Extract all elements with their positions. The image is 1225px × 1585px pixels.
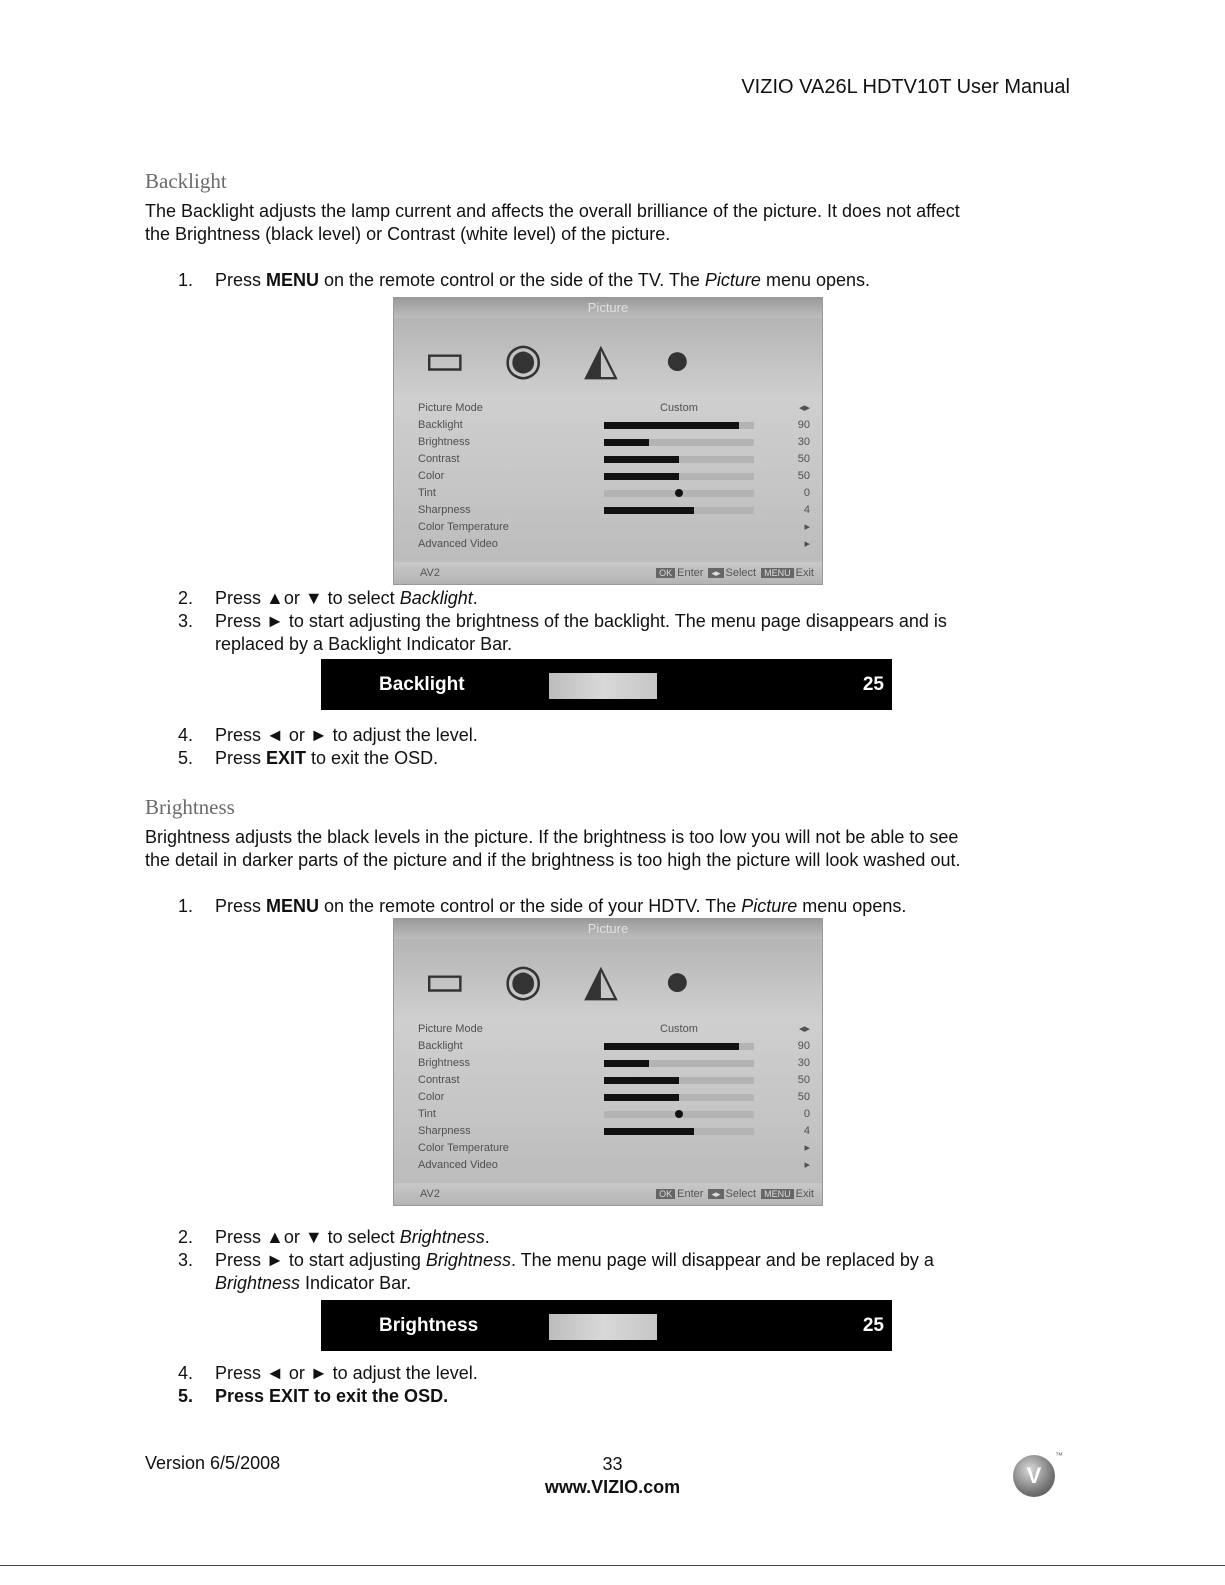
step-text: Press ► to start adjusting the brightness of the backlight. The menu page disappears and is (215, 611, 947, 631)
menu-row-slider[interactable] (604, 1111, 754, 1118)
step-key: EXIT (266, 748, 307, 768)
step-text: Press (215, 270, 267, 290)
menu-row-slider[interactable] (604, 1077, 754, 1084)
step-text: Indicator Bar. (300, 1273, 412, 1293)
menu-row-label: Picture Mode (418, 402, 483, 414)
menu-row-slider-fill (604, 1043, 739, 1050)
step-text: on the remote control or the side of your HDTV. The (319, 896, 742, 916)
ok-key-icon: OK (656, 568, 675, 578)
step-number: 2. (178, 588, 194, 608)
brightness-indicator-bar (321, 1300, 892, 1351)
indicator-gauge (549, 673, 657, 699)
menu-row-sharpness[interactable] (418, 1123, 810, 1140)
hint-text: Select (725, 567, 757, 579)
indicator-value: 25 (862, 1315, 884, 1336)
remote-icon[interactable]: ◭ (584, 335, 618, 384)
step-text: . (484, 1227, 490, 1247)
menu-row-slider-fill (604, 456, 679, 463)
menu-row-label: Tint (418, 1108, 436, 1120)
menu-row-label: Advanced Video (418, 1159, 498, 1171)
menu-row-slider[interactable] (604, 490, 754, 497)
backlight-step-4 (178, 724, 1058, 747)
step-number: 4. (178, 725, 194, 745)
menu-row-value: 30 (797, 436, 810, 448)
menu-key-hints (654, 562, 814, 584)
menu-key-icon: MENU (761, 568, 794, 578)
brightness-intro-line-1: Brightness adjusts the black levels in the picture. If the brightness is too low you will not be able to see (145, 827, 959, 847)
step-number: 4. (178, 1363, 194, 1383)
menu-row-value: 4 (803, 504, 810, 516)
menu-row-value: 50 (797, 1091, 810, 1103)
menu-row-tint[interactable] (418, 485, 810, 502)
step-text: menu opens. (797, 896, 907, 916)
step-text: . (472, 588, 478, 608)
ok-key-icon: OK (656, 1189, 675, 1199)
menu-row-label: Picture Mode (418, 1023, 483, 1035)
menu-row-label: Tint (418, 487, 436, 499)
menu-row-slider-fill (604, 507, 694, 514)
step-text: Press ► to start adjusting (215, 1250, 426, 1270)
menu-row-submenu[interactable] (418, 519, 810, 536)
menu-row-label: Advanced Video (418, 538, 498, 550)
backlight-heading: Backlight (145, 169, 227, 193)
brightness-step-5 (178, 1385, 1058, 1408)
step-text-continued: replaced by a Backlight Indicator Bar. (215, 634, 513, 654)
menu-row-contrast[interactable] (418, 1072, 810, 1089)
step-menu-name: Picture (741, 896, 798, 916)
menu-row-brightness[interactable] (418, 1055, 810, 1072)
arrow-keys-icon: ◂▸ (708, 1189, 723, 1199)
backlight-step-3 (178, 610, 1058, 656)
menu-row-arrows: ◂▸ (798, 1023, 810, 1035)
step-item-name: Backlight (399, 588, 473, 608)
menu-row-color[interactable] (418, 468, 810, 485)
trademark-mark: ™ (1055, 1451, 1063, 1460)
menu-row-arrows: ◂▸ (798, 402, 810, 414)
menu-row-backlight[interactable] (418, 1038, 810, 1055)
menu-row-label: Sharpness (418, 1125, 471, 1137)
brightness-step-4 (178, 1362, 1058, 1385)
website-link[interactable]: www.VIZIO.com (544, 1477, 681, 1497)
menu-row-label: Color Temperature (418, 1142, 509, 1154)
menu-row-arrow-icon: ▸ (804, 538, 810, 550)
indicator-value: 25 (862, 674, 884, 695)
menu-row-label: Color (418, 470, 445, 482)
bottom-rule (0, 1565, 1225, 1566)
step-key: MENU (266, 270, 320, 290)
step-text: Press EXIT to exit the OSD. (215, 1386, 449, 1406)
menu-rows (418, 400, 810, 553)
step-text: . The menu page will disappear and be replaced by a (510, 1250, 934, 1270)
menu-row-value: 50 (797, 1074, 810, 1086)
brightness-intro (145, 826, 1065, 872)
version-label: Version 6/5/2008 (145, 1453, 281, 1473)
hint-text: Select (725, 1188, 757, 1200)
menu-key-hints (654, 1183, 814, 1205)
backlight-step-5 (178, 747, 1058, 770)
menu-key-icon: MENU (761, 1189, 794, 1199)
step-text: on the remote control or the side of the TV. The (319, 270, 705, 290)
menu-footer (394, 1183, 822, 1205)
page-number: 33 (602, 1454, 623, 1474)
menu-row-value: 50 (797, 470, 810, 482)
step-text: menu opens. (760, 270, 871, 290)
menu-row-value: 50 (797, 453, 810, 465)
remote-icon[interactable]: ◭ (584, 956, 618, 1005)
step-number: 1. (178, 896, 194, 916)
indicator-gauge (549, 1314, 657, 1340)
menu-source: AV2 (420, 567, 440, 579)
menu-row-sharpness[interactable] (418, 502, 810, 519)
menu-category-icons (424, 951, 754, 1011)
backlight-intro (145, 200, 1065, 246)
menu-row-slider[interactable] (604, 1094, 754, 1101)
step-number: 3. (178, 1250, 194, 1270)
menu-row-slider[interactable] (604, 473, 754, 480)
arrow-keys-icon: ◂▸ (708, 568, 723, 578)
menu-row-submenu[interactable] (418, 1157, 810, 1174)
indicator-label: Brightness (379, 1315, 479, 1336)
menu-row-picture-mode[interactable] (418, 1021, 810, 1038)
tv-icon[interactable]: ▭ (424, 956, 466, 1005)
menu-row-brightness[interactable] (418, 434, 810, 451)
backlight-intro-line-1: The Backlight adjusts the lamp current and affects the overall brilliance of the picture. It does not affect (145, 201, 960, 221)
step-number: 1. (178, 270, 194, 290)
menu-row-value: 0 (803, 1108, 810, 1120)
menu-row-value: 90 (797, 419, 810, 431)
menu-row-arrow-icon: ▸ (804, 521, 810, 533)
step-text-continued (178, 1272, 1058, 1295)
backlight-indicator-bar (321, 659, 892, 710)
step-item-name: Brightness (425, 1250, 511, 1270)
menu-row-slider-knob (675, 489, 683, 497)
speaker-icon[interactable]: ◉ (504, 335, 543, 384)
menu-row-arrow-icon: ▸ (804, 1159, 810, 1171)
menu-row-label: Brightness (418, 1057, 470, 1069)
menu-row-color[interactable] (418, 1089, 810, 1106)
menu-row-label: Color Temperature (418, 521, 509, 533)
menu-title: Picture (394, 298, 822, 318)
hint-text: Enter (677, 1188, 704, 1200)
menu-row-slider[interactable] (604, 1128, 754, 1135)
brightness-step-1 (178, 895, 1058, 918)
menu-row-contrast[interactable] (418, 451, 810, 468)
picture-menu-screenshot (393, 918, 823, 1206)
menu-row-slider-fill (604, 1077, 679, 1084)
people-icon[interactable]: ● (664, 956, 691, 1005)
menu-row-label: Backlight (418, 1040, 463, 1052)
menu-row-slider-fill (604, 1094, 679, 1101)
menu-row-value: 90 (797, 1040, 810, 1052)
menu-row-value: 30 (797, 1057, 810, 1069)
menu-row-arrow-icon: ▸ (804, 1142, 810, 1154)
menu-row-value: 0 (803, 487, 810, 499)
menu-row-slider[interactable] (604, 439, 754, 446)
menu-row-backlight[interactable] (418, 417, 810, 434)
step-text: to exit the OSD. (306, 748, 439, 768)
indicator-label: Backlight (379, 674, 465, 695)
step-number: 3. (178, 611, 194, 631)
menu-row-slider[interactable] (604, 456, 754, 463)
menu-rows (418, 1021, 810, 1174)
menu-row-picture-mode[interactable] (418, 400, 810, 417)
menu-row-slider-fill (604, 473, 679, 480)
menu-row-value: 4 (803, 1125, 810, 1137)
backlight-step-1 (178, 269, 1058, 292)
menu-row-label: Sharpness (418, 504, 471, 516)
step-text: Press (215, 896, 267, 916)
menu-row-slider[interactable] (604, 507, 754, 514)
step-item-name: Brightness (215, 1273, 301, 1293)
menu-row-label: Contrast (418, 1074, 460, 1086)
menu-row-slider[interactable] (604, 1060, 754, 1067)
step-number: 5. (178, 748, 194, 768)
step-text: Press ◄ or ► to adjust the level. (215, 725, 478, 745)
step-text: Press ◄ or ► to adjust the level. (215, 1363, 478, 1383)
brightness-step-2 (178, 1226, 1058, 1249)
step-text: Press (215, 748, 267, 768)
menu-category-icons (424, 330, 754, 390)
step-number: 5. (178, 1386, 194, 1406)
hint-text: Exit (795, 1188, 814, 1200)
menu-row-label: Contrast (418, 453, 460, 465)
menu-row-label: Color (418, 1091, 445, 1103)
backlight-intro-line-2: the Brightness (black level) or Contrast (white level) of the picture. (145, 224, 671, 244)
step-text: Press ▲or ▼ to select (215, 1227, 400, 1247)
tv-icon[interactable]: ▭ (424, 335, 466, 384)
brightness-step-3 (178, 1249, 1058, 1295)
menu-row-value: Custom (660, 1023, 698, 1035)
picture-menu-screenshot (393, 297, 823, 585)
menu-row-value: Custom (660, 402, 698, 414)
menu-row-slider[interactable] (604, 1043, 754, 1050)
menu-row-slider[interactable] (604, 422, 754, 429)
brightness-heading: Brightness (145, 795, 235, 819)
backlight-step-2 (178, 587, 1058, 610)
menu-source: AV2 (420, 1188, 440, 1200)
step-item-name: Brightness (399, 1227, 485, 1247)
hint-text: Enter (677, 567, 704, 579)
vizio-logo-icon (1013, 1451, 1063, 1497)
people-icon[interactable]: ● (664, 335, 691, 384)
menu-row-slider-fill (604, 1060, 649, 1067)
menu-row-slider-knob (675, 1110, 683, 1118)
running-header: VIZIO VA26L HDTV10T User Manual (741, 76, 1070, 98)
menu-row-submenu[interactable] (418, 1140, 810, 1157)
menu-row-label: Brightness (418, 436, 470, 448)
menu-row-slider-fill (604, 439, 649, 446)
menu-row-tint[interactable] (418, 1106, 810, 1123)
brightness-intro-line-2: the detail in darker parts of the picture and if the brightness is too high the picture will look washed out. (145, 850, 961, 870)
logo-letter: V (1026, 1463, 1042, 1488)
speaker-icon[interactable]: ◉ (504, 956, 543, 1005)
menu-row-slider-fill (604, 422, 739, 429)
hint-text: Exit (795, 567, 814, 579)
menu-row-slider-fill (604, 1128, 694, 1135)
step-menu-name: Picture (704, 270, 761, 290)
step-text: Press ▲or ▼ to select (215, 588, 400, 608)
menu-row-label: Backlight (418, 419, 463, 431)
step-key: MENU (266, 896, 320, 916)
menu-title: Picture (394, 919, 822, 939)
step-number: 2. (178, 1227, 194, 1247)
menu-row-submenu[interactable] (418, 536, 810, 553)
menu-footer (394, 562, 822, 584)
